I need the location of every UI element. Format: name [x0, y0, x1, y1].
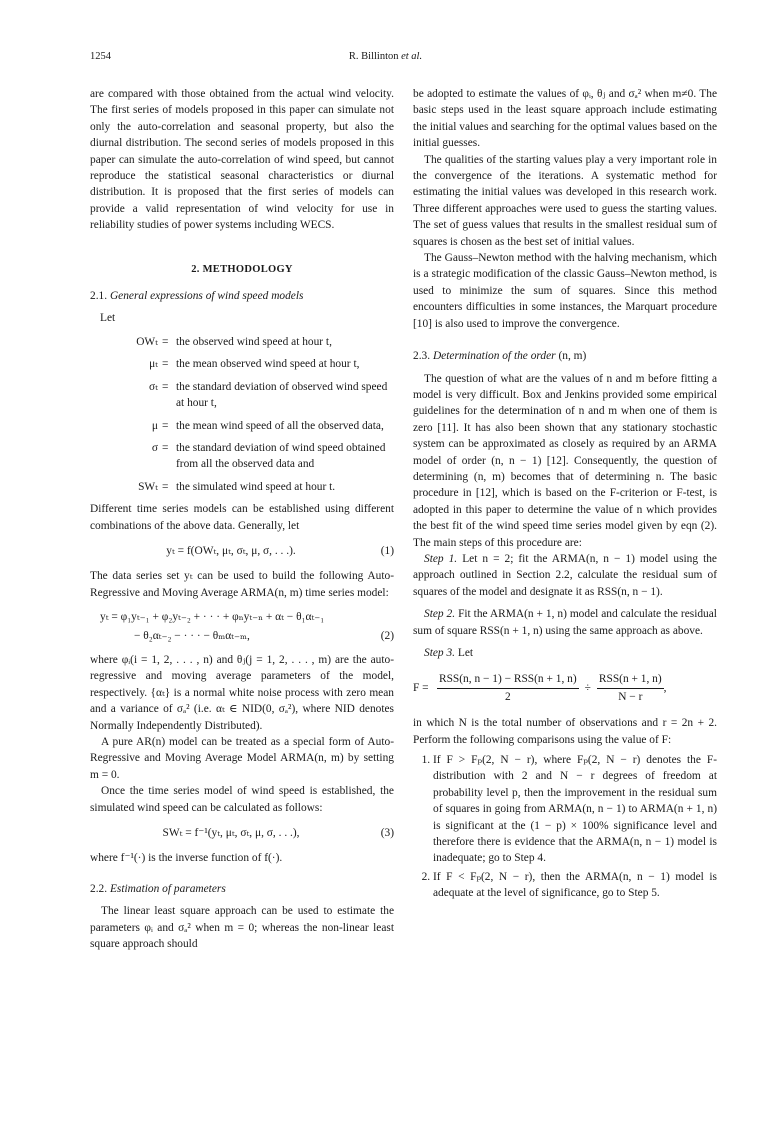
- list-item: 2. If F < Fₚ(2, N − r), then the ARMA(n, n − 1) model is adequate at the level of significance, go to Step 5.: [433, 869, 717, 902]
- definition-row: μ = the mean wind speed of all the observed data,: [90, 418, 394, 434]
- paragraph-where: where φᵢ(i = 1, 2, . . . , n) and θⱼ(j = 1, 2, . . . , m) are the auto-regressive and moving average parameters of the model, respectively. {αₜ} is a normal white noise process with zero mean and a variance of σₐ² (i.e. αₜ ∈ NID(0, σₐ²), where NID denotes Normally Independently Distributed).: [90, 653, 394, 732]
- let-label: Let: [100, 312, 116, 325]
- definition-symbol: σₜ: [149, 380, 158, 393]
- definition-text: the standard deviation of wind speed obtained from all the observed data and: [176, 441, 386, 471]
- running-header: [0, 51, 771, 62]
- subsection-2-2-heading: [90, 881, 394, 897]
- fraction-denominator: 2: [504, 690, 511, 703]
- subsection-number: 2.3.: [413, 350, 431, 363]
- page-number: 1254: [90, 51, 111, 62]
- definition-row: SWₜ = the simulated wind speed at hour t.: [90, 479, 394, 495]
- step-text: Let n = 2; fit the ARMA(n, n − 1) model using the approach outlined in Section 2.2, calculate the residual sum of squares of the model and designate it as RSS(n, n − 1).: [413, 552, 717, 598]
- definition-text: the observed wind speed at hour t,: [176, 335, 332, 348]
- equation-body: SWₜ = f⁻¹(yₜ, μₜ, σₜ, μ, σ, . . .),: [162, 827, 300, 840]
- section-heading-methodology: 2. METHODOLOGY: [191, 263, 293, 275]
- step-text: Let: [457, 647, 474, 659]
- paragraph-inverse: where f⁻¹(·) is the inverse function of f(·).: [90, 852, 283, 865]
- step-label: Step 2.: [424, 608, 456, 621]
- subsection-2-1-heading: [90, 288, 394, 304]
- definition-text: the simulated wind speed at hour t.: [176, 480, 336, 493]
- f-statistic-equation: [413, 671, 717, 705]
- equation-number: (3): [380, 827, 394, 840]
- subsection-suffix: (n, m): [558, 350, 587, 363]
- paragraph-quality: The qualities of the starting values play a very important role in the convergence of the iterations. A systematic method for estimating the initial values was developed in this research work. Three different approaches were used to guess the starting values. The set of guess values that results in the smallest residual sum of squares is chosen as the best set of initial values.: [413, 153, 717, 248]
- equation-lhs: F =: [413, 682, 429, 695]
- running-header-authors: R. Billinton: [348, 51, 399, 62]
- definition-symbol: μₜ: [149, 358, 158, 371]
- step-1: [413, 551, 717, 600]
- equation-body: yₜ = f(OWₜ, μₜ, σₜ, μ, σ, . . .).: [166, 544, 296, 557]
- definition-row: OWₜ = the observed wind speed at hour t,: [90, 334, 394, 350]
- definition-symbol: μ: [151, 419, 158, 432]
- equation-number: (1): [380, 544, 394, 557]
- paragraph-question: The question of what are the values of n and m before fitting a model is very difficult. Box and Jenkins provided some empirical guidelines for the determination of n and m when one of them is zero [11]. It has also been shown that any stationary stochastic system can be approximated as closely as required by an ARMA model of order (n, n − 1) [12]. Consequently, the question of determining (n, m) becomes that of determining n. The basic procedure in [12], which is based on the F-criterion or F-test, is adopted in this paper to determine the value of n which provides the best fit of the wind speed time series model given by eqn (2). The main steps of this procedure are:: [413, 372, 717, 549]
- intro-paragraph: are compared with those obtained from the actual wind velocity. The first series of models proposed in this paper can simulate not only the auto-correlation and seasonal property, but also the diurnal distribution. The second series of models proposed in this paper can simulate the auto-correlation of wind speed, but cannot reproduce the statistical seasonal characteristics or diurnal distribution. It is proposed that the first series of models can provide a valid representation of wind velocity for use in reliability studies of power systems including WECS.: [90, 88, 394, 232]
- left-column: [90, 86, 394, 952]
- paragraph-once: Once the time series model of wind speed is established, the simulated wind speed can be calculated as follows:: [90, 785, 394, 814]
- subsection-title: Determination of the order: [432, 350, 556, 363]
- step-label: Step 1.: [424, 552, 458, 565]
- paragraph-gauss-newton: The Gauss–Newton method with the halving mechanism, which is a strategic modification of the classic Gauss–Newton method, is used to minimize the sum of squares. Since this method encounters difficulties in some instances, the Marquart procedure [10] is also used to improve the convergence.: [413, 252, 717, 330]
- step-text: Fit the ARMA(n + 1, n) model and calculate the residual sum of square RSS(n + 1, n) using the same approach as above.: [413, 608, 717, 637]
- definition-symbol: SWₜ: [138, 480, 158, 493]
- fraction-1: [437, 671, 579, 705]
- definition-text: the mean wind speed of all the observed data,: [176, 419, 384, 432]
- comparison-list: [413, 752, 717, 902]
- fraction-2: [597, 671, 664, 705]
- subsection-title: Estimation of parameters: [109, 882, 226, 895]
- definition-symbol: σ: [151, 441, 158, 454]
- paragraph-models: Different time series models can be established using different combinations of the above data. Generally, let: [90, 503, 394, 532]
- paragraph-linear: The linear least square approach can be used to estimate the parameters φᵢ and σₐ² when m = 0; whereas the non-linear least square approach should: [90, 905, 394, 951]
- definition-row: μₜ = the mean observed wind speed at hour t,: [90, 356, 394, 372]
- step-label: Step 3.: [424, 647, 456, 659]
- right-column: [413, 86, 717, 904]
- equation-line: yₜ = φ₁yₜ₋₁ + φ₂yₜ₋₂ + · · · + φₙyₜ₋ₙ + αₜ − θ₁αₜ₋₁: [100, 611, 325, 624]
- subsection-title: General expressions of wind speed models: [109, 290, 304, 303]
- definition-text: the mean observed wind speed at hour t,: [176, 358, 360, 371]
- equation-tail: ,: [663, 682, 667, 695]
- fraction-denominator: N − r: [618, 690, 643, 703]
- equation-2: [90, 609, 394, 644]
- subsection-number: 2.2.: [90, 882, 108, 895]
- equation-line: [90, 628, 394, 644]
- subsection-2-3-heading: [413, 348, 717, 364]
- division-operator: ÷: [584, 682, 591, 695]
- equation-1: [90, 543, 394, 559]
- paragraph-in-which: in which N is the total number of observations and r = 2n + 2. Perform the following comparisons using the value of F:: [413, 717, 717, 746]
- fraction-numerator: RSS(n + 1, n): [597, 671, 664, 688]
- equation-number: (2): [380, 629, 394, 642]
- step-3: [413, 645, 717, 661]
- equation-3: [90, 825, 394, 841]
- subsection-number: 2.1.: [90, 290, 108, 303]
- fraction-numerator: RSS(n, n − 1) − RSS(n + 1, n): [437, 671, 579, 688]
- step-2: [413, 606, 717, 639]
- running-header-et-al: et al.: [401, 51, 423, 62]
- definition-symbol: OWₜ: [136, 335, 158, 348]
- paragraph-ar: A pure AR(n) model can be treated as a special form of Auto-Regressive and Moving Average Model ARMA(n, m) by setting m = 0.: [90, 736, 394, 781]
- equation-body: − θ₂αₜ₋₂ − · · · − θₘαₜ₋ₘ,: [134, 629, 250, 642]
- definition-row: σₜ = the standard deviation of observed wind speed at hour t,: [90, 379, 394, 412]
- definition-text: the standard deviation of observed wind speed at hour t,: [176, 380, 388, 410]
- definition-row: σ = the standard deviation of wind speed obtained from all the observed data and: [90, 440, 394, 473]
- paragraph-dataseries: The data series set yₜ can be used to build the following Auto-Regressive and Moving Average ARMA(n, m) time series model:: [90, 570, 394, 599]
- paragraph-continued: be adopted to estimate the values of φᵢ, θⱼ and σₐ² when m≠0. The basic steps used in the least square approach include estimating the initial values and searching for the optimal values based on the initial guesses.: [413, 88, 717, 150]
- list-item: 1. If F > Fₚ(2, N − r), where Fₚ(2, N − r) denotes the F-distribution with 2 and N − r degrees of freedom at probability level p, then the improvement in the residual sum of squares in going from ARMA(n, n − 1) to ARMA(n + 1, n) is significant at the (1 − p) × 100% significance level and therefore there is evidence that the ARMA(n, n − 1) model is inadequate; go to Step 4.: [433, 752, 717, 867]
